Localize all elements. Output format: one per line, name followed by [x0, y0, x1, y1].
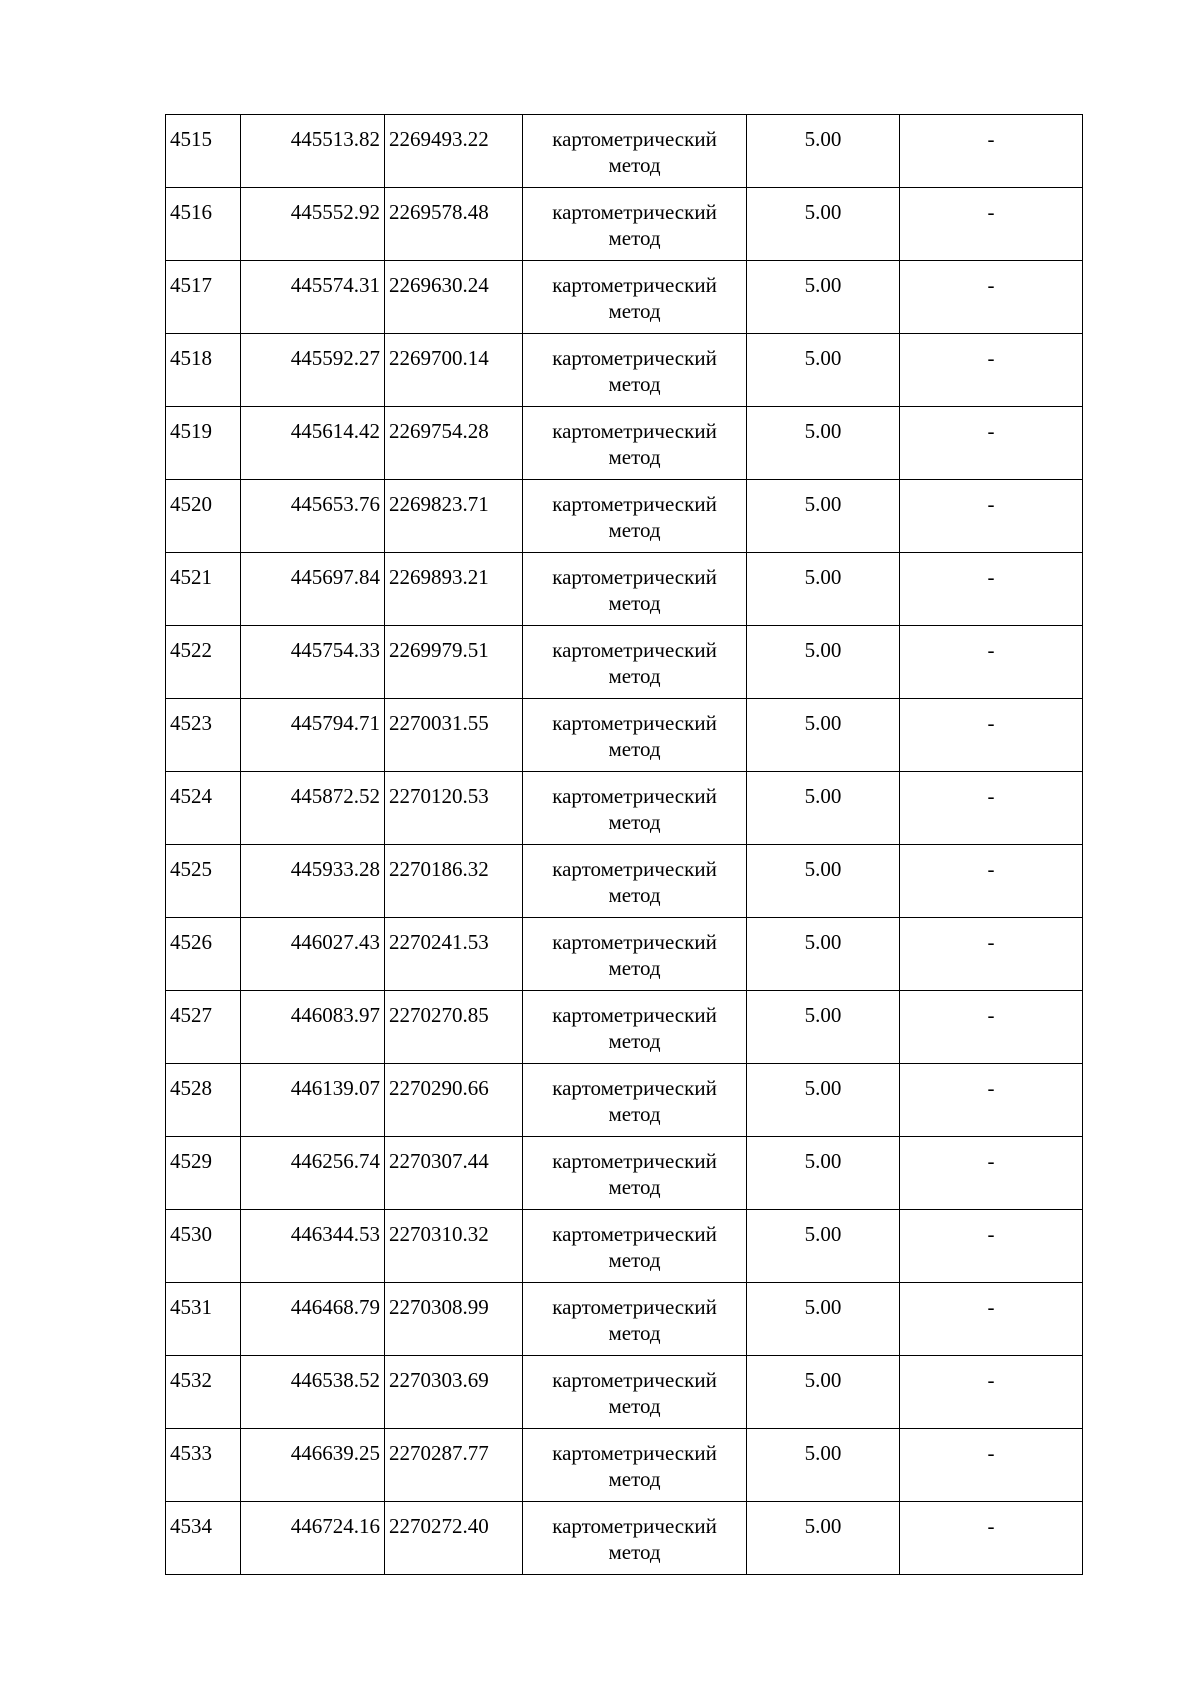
- x-coordinate-cell: 446083.97: [241, 991, 385, 1064]
- y-coordinate-cell: 2269979.51: [385, 626, 523, 699]
- accuracy-cell: 5.00: [747, 1356, 900, 1429]
- note-cell: -: [900, 480, 1083, 553]
- method-cell: [523, 1429, 747, 1502]
- point-number-cell: 4531: [166, 1283, 241, 1356]
- accuracy-cell: 5.00: [747, 1283, 900, 1356]
- x-coordinate-cell: 445592.27: [241, 334, 385, 407]
- method-text-line2: метод: [608, 372, 661, 396]
- method-text-line2: метод: [608, 1175, 661, 1199]
- method-text-line2: метод: [608, 883, 661, 907]
- x-coordinate-cell: 445754.33: [241, 626, 385, 699]
- note-cell: -: [900, 1137, 1083, 1210]
- method-text-line1: картометрический: [552, 1222, 717, 1246]
- method-cell: [523, 991, 747, 1064]
- method-text-line2: метод: [608, 445, 661, 469]
- method-text-line1: картометрический: [552, 1003, 717, 1027]
- method-cell: [523, 1210, 747, 1283]
- method-text-line1: картометрический: [552, 784, 717, 808]
- point-number-cell: 4524: [166, 772, 241, 845]
- method-text-line1: картометрический: [552, 273, 717, 297]
- method-text-line2: метод: [608, 1467, 661, 1491]
- method-text-line2: метод: [608, 956, 661, 980]
- x-coordinate-cell: 445872.52: [241, 772, 385, 845]
- method-text-line1: картометрический: [552, 419, 717, 443]
- table-row: [166, 480, 1083, 553]
- note-cell: -: [900, 699, 1083, 772]
- x-coordinate-cell: 446468.79: [241, 1283, 385, 1356]
- table-row: [166, 991, 1083, 1064]
- method-cell: [523, 699, 747, 772]
- y-coordinate-cell: 2270287.77: [385, 1429, 523, 1502]
- accuracy-cell: 5.00: [747, 1064, 900, 1137]
- x-coordinate-cell: 446027.43: [241, 918, 385, 991]
- accuracy-cell: 5.00: [747, 845, 900, 918]
- method-text-line2: метод: [608, 737, 661, 761]
- x-coordinate-cell: 445574.31: [241, 261, 385, 334]
- table-row: [166, 553, 1083, 626]
- point-number-cell: 4532: [166, 1356, 241, 1429]
- method-text-line1: картометрический: [552, 1514, 717, 1538]
- note-cell: -: [900, 334, 1083, 407]
- point-number-cell: 4519: [166, 407, 241, 480]
- y-coordinate-cell: 2269823.71: [385, 480, 523, 553]
- method-text-line2: метод: [608, 810, 661, 834]
- table-row: [166, 626, 1083, 699]
- accuracy-cell: 5.00: [747, 553, 900, 626]
- x-coordinate-cell: 446639.25: [241, 1429, 385, 1502]
- note-cell: -: [900, 918, 1083, 991]
- table-row: [166, 1210, 1083, 1283]
- y-coordinate-cell: 2270186.32: [385, 845, 523, 918]
- y-coordinate-cell: 2270310.32: [385, 1210, 523, 1283]
- y-coordinate-cell: 2269493.22: [385, 115, 523, 188]
- method-cell: [523, 1064, 747, 1137]
- accuracy-cell: 5.00: [747, 772, 900, 845]
- method-cell: [523, 334, 747, 407]
- method-text-line2: метод: [608, 518, 661, 542]
- method-cell: [523, 1502, 747, 1575]
- note-cell: -: [900, 115, 1083, 188]
- coordinates-table-body: [166, 115, 1083, 1575]
- point-number-cell: 4523: [166, 699, 241, 772]
- point-number-cell: 4526: [166, 918, 241, 991]
- table-row: [166, 1283, 1083, 1356]
- y-coordinate-cell: 2269700.14: [385, 334, 523, 407]
- method-text-line2: метод: [608, 1102, 661, 1126]
- table-row: [166, 188, 1083, 261]
- method-cell: [523, 480, 747, 553]
- x-coordinate-cell: 445614.42: [241, 407, 385, 480]
- table-row: [166, 772, 1083, 845]
- table-row: [166, 334, 1083, 407]
- note-cell: -: [900, 553, 1083, 626]
- note-cell: -: [900, 991, 1083, 1064]
- accuracy-cell: 5.00: [747, 480, 900, 553]
- accuracy-cell: 5.00: [747, 1137, 900, 1210]
- table-row: [166, 1356, 1083, 1429]
- note-cell: -: [900, 1356, 1083, 1429]
- y-coordinate-cell: 2270290.66: [385, 1064, 523, 1137]
- point-number-cell: 4517: [166, 261, 241, 334]
- accuracy-cell: 5.00: [747, 188, 900, 261]
- method-text-line1: картометрический: [552, 346, 717, 370]
- point-number-cell: 4528: [166, 1064, 241, 1137]
- table-row: [166, 1429, 1083, 1502]
- y-coordinate-cell: 2270120.53: [385, 772, 523, 845]
- x-coordinate-cell: 445513.82: [241, 115, 385, 188]
- table-row: [166, 261, 1083, 334]
- accuracy-cell: 5.00: [747, 626, 900, 699]
- x-coordinate-cell: 445697.84: [241, 553, 385, 626]
- note-cell: -: [900, 845, 1083, 918]
- method-text-line1: картометрический: [552, 1441, 717, 1465]
- x-coordinate-cell: 445552.92: [241, 188, 385, 261]
- method-cell: [523, 772, 747, 845]
- accuracy-cell: 5.00: [747, 261, 900, 334]
- method-cell: [523, 553, 747, 626]
- accuracy-cell: 5.00: [747, 1429, 900, 1502]
- point-number-cell: 4516: [166, 188, 241, 261]
- y-coordinate-cell: 2269578.48: [385, 188, 523, 261]
- x-coordinate-cell: 446724.16: [241, 1502, 385, 1575]
- accuracy-cell: 5.00: [747, 334, 900, 407]
- x-coordinate-cell: 445794.71: [241, 699, 385, 772]
- method-cell: [523, 1356, 747, 1429]
- table-row: [166, 115, 1083, 188]
- note-cell: -: [900, 772, 1083, 845]
- accuracy-cell: 5.00: [747, 1502, 900, 1575]
- x-coordinate-cell: 446139.07: [241, 1064, 385, 1137]
- method-text-line2: метод: [608, 1394, 661, 1418]
- point-number-cell: 4515: [166, 115, 241, 188]
- note-cell: -: [900, 1502, 1083, 1575]
- table-row: [166, 1502, 1083, 1575]
- note-cell: -: [900, 261, 1083, 334]
- method-cell: [523, 407, 747, 480]
- method-cell: [523, 188, 747, 261]
- method-text-line2: метод: [608, 664, 661, 688]
- accuracy-cell: 5.00: [747, 991, 900, 1064]
- note-cell: -: [900, 407, 1083, 480]
- y-coordinate-cell: 2269630.24: [385, 261, 523, 334]
- point-number-cell: 4534: [166, 1502, 241, 1575]
- point-number-cell: 4520: [166, 480, 241, 553]
- method-text-line1: картометрический: [552, 711, 717, 735]
- note-cell: -: [900, 1210, 1083, 1283]
- point-number-cell: 4525: [166, 845, 241, 918]
- point-number-cell: 4527: [166, 991, 241, 1064]
- method-text-line2: метод: [608, 1321, 661, 1345]
- accuracy-cell: 5.00: [747, 1210, 900, 1283]
- accuracy-cell: 5.00: [747, 407, 900, 480]
- note-cell: -: [900, 626, 1083, 699]
- x-coordinate-cell: 446344.53: [241, 1210, 385, 1283]
- y-coordinate-cell: 2270241.53: [385, 918, 523, 991]
- y-coordinate-cell: 2269754.28: [385, 407, 523, 480]
- accuracy-cell: 5.00: [747, 918, 900, 991]
- method-text-line2: метод: [608, 1029, 661, 1053]
- method-text-line2: метод: [608, 153, 661, 177]
- method-text-line1: картометрический: [552, 1076, 717, 1100]
- accuracy-cell: 5.00: [747, 699, 900, 772]
- table-row: [166, 918, 1083, 991]
- table-row: [166, 699, 1083, 772]
- method-cell: [523, 261, 747, 334]
- method-text-line1: картометрический: [552, 1295, 717, 1319]
- coordinates-table: [165, 114, 1083, 1575]
- note-cell: -: [900, 1283, 1083, 1356]
- point-number-cell: 4518: [166, 334, 241, 407]
- method-text-line1: картометрический: [552, 492, 717, 516]
- point-number-cell: 4530: [166, 1210, 241, 1283]
- method-text-line1: картометрический: [552, 930, 717, 954]
- y-coordinate-cell: 2270303.69: [385, 1356, 523, 1429]
- method-text-line1: картометрический: [552, 565, 717, 589]
- method-text-line1: картометрический: [552, 638, 717, 662]
- method-cell: [523, 626, 747, 699]
- note-cell: -: [900, 1429, 1083, 1502]
- method-text-line2: метод: [608, 1248, 661, 1272]
- x-coordinate-cell: 445653.76: [241, 480, 385, 553]
- table-row: [166, 1137, 1083, 1210]
- method-cell: [523, 845, 747, 918]
- table-row: [166, 1064, 1083, 1137]
- y-coordinate-cell: 2270307.44: [385, 1137, 523, 1210]
- x-coordinate-cell: 446256.74: [241, 1137, 385, 1210]
- table-row: [166, 845, 1083, 918]
- method-cell: [523, 1137, 747, 1210]
- y-coordinate-cell: 2270308.99: [385, 1283, 523, 1356]
- accuracy-cell: 5.00: [747, 115, 900, 188]
- x-coordinate-cell: 445933.28: [241, 845, 385, 918]
- method-text-line2: метод: [608, 299, 661, 323]
- point-number-cell: 4533: [166, 1429, 241, 1502]
- method-cell: [523, 918, 747, 991]
- method-cell: [523, 115, 747, 188]
- note-cell: -: [900, 188, 1083, 261]
- x-coordinate-cell: 446538.52: [241, 1356, 385, 1429]
- method-text-line2: метод: [608, 226, 661, 250]
- point-number-cell: 4529: [166, 1137, 241, 1210]
- y-coordinate-cell: 2270031.55: [385, 699, 523, 772]
- method-text-line1: картометрический: [552, 857, 717, 881]
- y-coordinate-cell: 2269893.21: [385, 553, 523, 626]
- table-row: [166, 407, 1083, 480]
- y-coordinate-cell: 2270272.40: [385, 1502, 523, 1575]
- method-text-line1: картометрический: [552, 1149, 717, 1173]
- point-number-cell: 4522: [166, 626, 241, 699]
- method-text-line1: картометрический: [552, 127, 717, 151]
- method-text-line1: картометрический: [552, 200, 717, 224]
- method-text-line1: картометрический: [552, 1368, 717, 1392]
- method-text-line2: метод: [608, 591, 661, 615]
- point-number-cell: 4521: [166, 553, 241, 626]
- method-cell: [523, 1283, 747, 1356]
- method-text-line2: метод: [608, 1540, 661, 1564]
- y-coordinate-cell: 2270270.85: [385, 991, 523, 1064]
- note-cell: -: [900, 1064, 1083, 1137]
